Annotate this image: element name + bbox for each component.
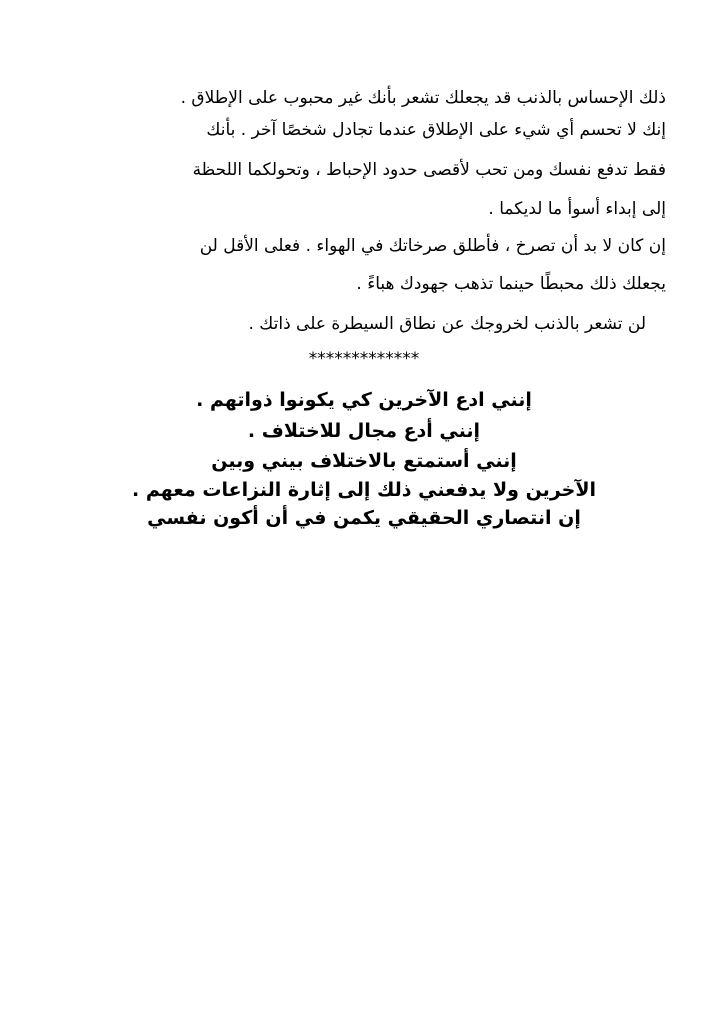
paragraph-1-line-3: فقط تدفع نفسك ومن تحب لأقصى حدود الإحباط ، وتحولكما اللحظة <box>192 160 666 180</box>
paragraph-2-line-2: يجعلك ذلك محبطًا حينما تذهب جهودك هباءً . <box>356 274 666 294</box>
bold-line-2: إنني أدع مجال للاختلاف . <box>247 420 481 442</box>
paragraph-3-line-1: لن تشعر بالذنب لخروجك عن نطاق السيطرة على ذاتك . <box>248 314 646 334</box>
paragraph-1-line-4: إلى إبداء أسوأ ما لديكما . <box>488 199 666 219</box>
bold-line-5: إن انتصاري الحقيقي يكمن في أن أكون نفسي <box>147 507 581 529</box>
paragraph-1-line-1: ذلك الإحساس بالذنب قد يجعلك تشعر بأنك غير محبوب على الإطلاق . <box>180 88 666 108</box>
bold-line-1: إنني ادع الآخرين كي يكونوا ذواتهم . <box>196 389 532 411</box>
paragraph-1-line-2: إنك لا تحسم أي شيء على الإطلاق عندما تجادل شخصًا آخر . بأنك <box>206 120 666 140</box>
bold-line-3: إنني أستمتع بالاختلاف بيني وبين <box>211 450 517 472</box>
bold-line-4: الآخرين ولا يدفعني ذلك إلى إثارة النزاعات معهم . <box>131 479 596 501</box>
paragraph-2-line-1: إن كان لا بد أن تصرخ ، فأطلق صرخاتك في الهواء . فعلى الأقل لن <box>199 236 666 256</box>
asterisk-separator: ************* <box>308 349 420 369</box>
